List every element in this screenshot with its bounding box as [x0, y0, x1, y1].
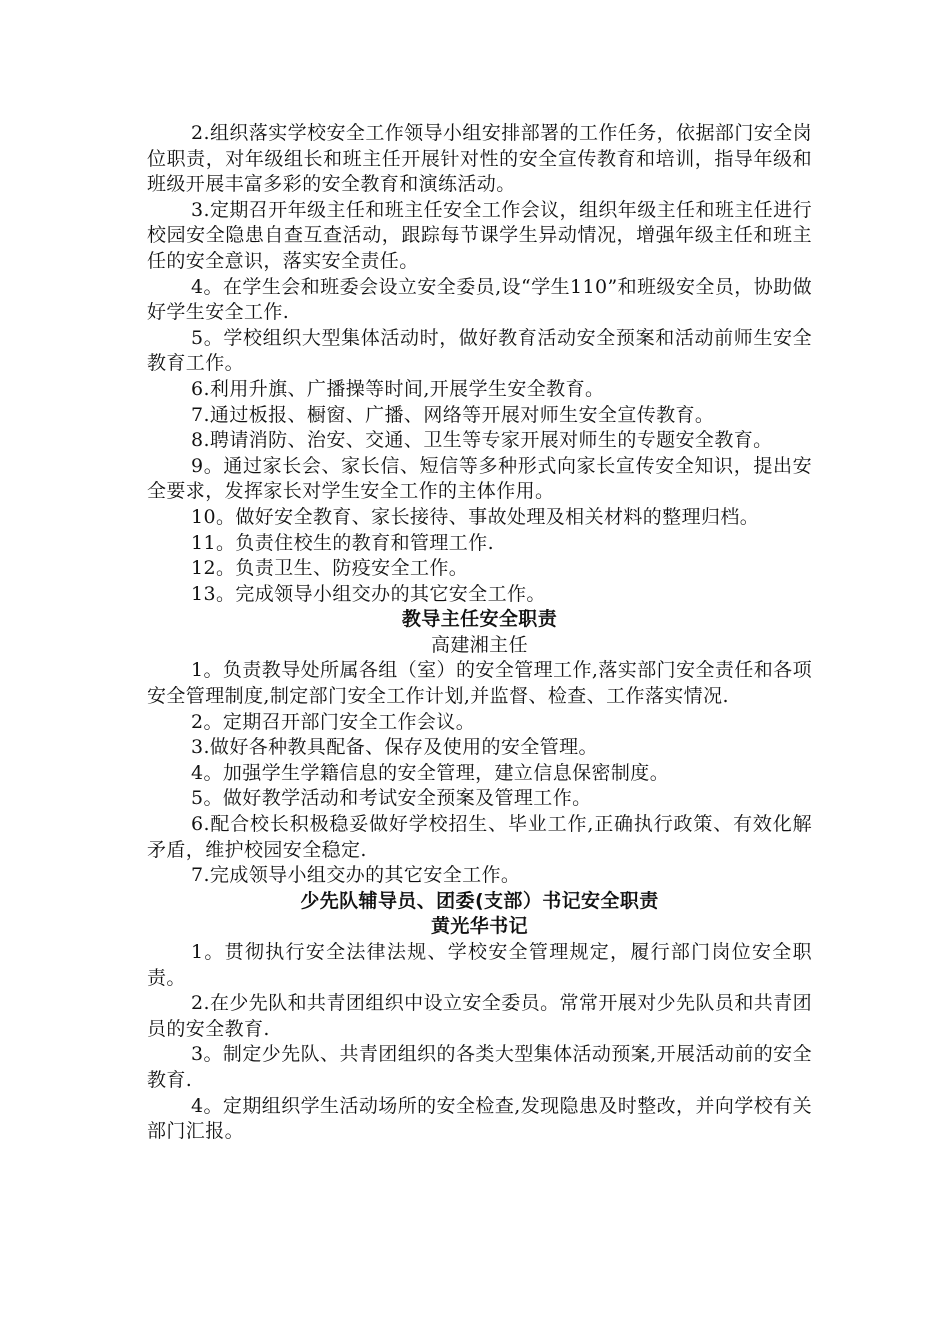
paragraph: 1。负责教导处所属各组（室）的安全管理工作,落实部门安全责任和各项安全管理制度,制定部门安全工作计划,并监督、检查、工作落实情况.	[147, 659, 812, 708]
paragraph: 5。学校组织大型集体活动时，做好教育活动安全预案和活动前师生安全教育工作。	[147, 326, 812, 375]
paragraph: 7.通过板报、橱窗、广播、网络等开展对师生安全宣传教育。	[191, 403, 715, 426]
paragraph: 6.利用升旗、广播操等时间,开展学生安全教育。	[191, 377, 605, 400]
section-heading-youth-league: 少先队辅导员、团委(支部）书记安全职责	[300, 889, 659, 912]
paragraph: 5。做好教学活动和考试安全预案及管理工作。	[191, 787, 592, 810]
paragraph: 3。制定少先队、共青团组织的各类大型集体活动预案,开展活动前的安全教育.	[147, 1043, 812, 1091]
paragraph: 2.在少先队和共青团组织中设立安全委员。常常开展对少先队员和共青团员的安全教育.	[147, 992, 812, 1040]
paragraph: 8.聘请消防、治安、交通、卫生等专家开展对师生的专题安全教育。	[191, 429, 773, 452]
paragraph: 11。负责住校生的教育和管理工作.	[191, 531, 495, 554]
paragraph: 1。贯彻执行安全法律法规、学校安全管理规定，履行部门岗位安全职责。	[147, 941, 812, 989]
responsible-person-youth-league: 黄光华书记	[430, 915, 528, 938]
paragraph: 3.做好各种教具配备、保存及使用的安全管理。	[191, 736, 598, 759]
responsible-person-dean: 高建湘主任	[430, 633, 528, 656]
paragraph: 2。定期召开部门安全工作会议。	[191, 710, 476, 733]
paragraph: 4。加强学生学籍信息的安全管理，建立信息保密制度。	[191, 761, 670, 784]
paragraph: 9。通过家长会、家长信、短信等多种形式向家长宣传安全知识，提出安全要求，发挥家长对学生安全工作的主体作用。	[147, 454, 812, 503]
paragraph: 2.组织落实学校安全工作领导小组安排部署的工作任务，依据部门安全岗位职责，对年级组长和班主任开展针对性的安全宣传教育和培训，指导年级和班级开展丰富多彩的安全教育和演练活动。	[147, 122, 812, 196]
paragraph: 7.完成领导小组交办的其它安全工作。	[191, 864, 521, 887]
paragraph: 4。定期组织学生活动场所的安全检查,发现隐患及时整改，并向学校有关部门汇报。	[147, 1094, 812, 1143]
paragraph: 10。做好安全教育、家长接待、事故处理及相关材料的整理归档。	[191, 505, 760, 528]
paragraph: 4。在学生会和班委会设立安全委员,设“学生110”和班级安全员，协助做好学生安全工作.	[147, 275, 812, 324]
document-body	[147, 121, 812, 1145]
paragraph: 13。完成领导小组交办的其它安全工作。	[191, 582, 546, 605]
paragraph: 3.定期召开年级主任和班主任安全工作会议，组织年级主任和班主任进行校园安全隐患自查互查活动，跟踪每节课学生异动情况，增强年级主任和班主任的安全意识，落实安全责任。	[147, 198, 812, 272]
paragraph: 6.配合校长积极稳妥做好学校招生、毕业工作,正确执行政策、有效化解矛盾，维护校园安全稳定.	[147, 813, 812, 861]
section-heading-dean: 教导主任安全职责	[401, 608, 558, 631]
paragraph: 12。负责卫生、防疫安全工作。	[191, 557, 469, 580]
